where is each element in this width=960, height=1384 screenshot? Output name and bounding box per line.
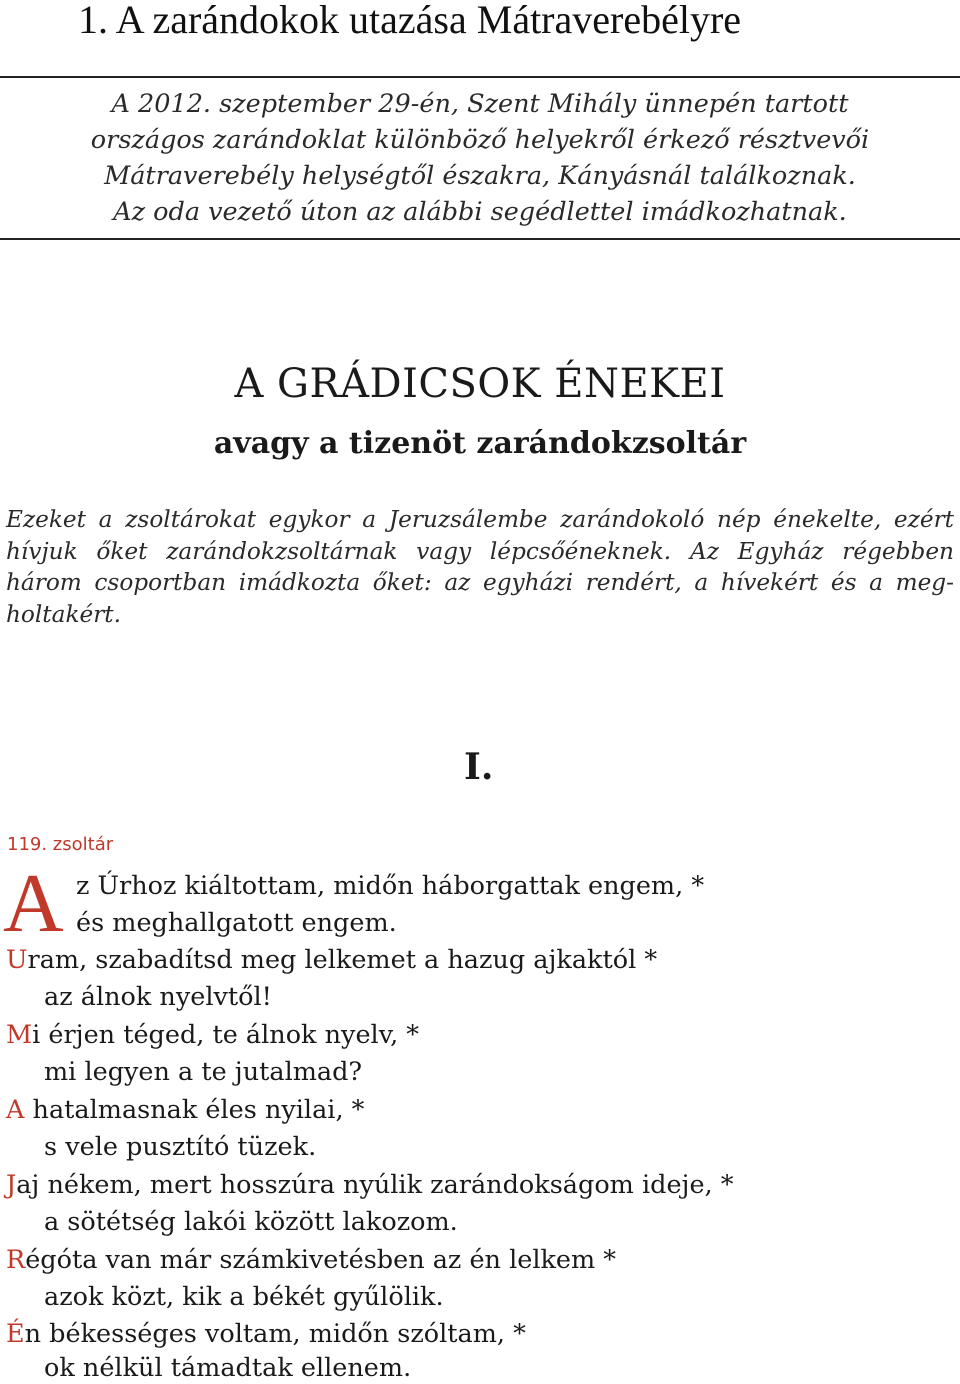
verse-initial: R [6,1245,26,1275]
psalm-label: 119. zsoltár [7,834,114,855]
verse-line [6,1094,364,1126]
verse-continuation: azok közt, kik a békét gyűlölik. [44,1282,444,1312]
intro-line: országos zarándoklat különböző helyekről érkező résztvevői [90,125,870,155]
verse-text: égóta van már számkivetésben az én lelkem * [25,1245,617,1275]
drop-cap: A [3,857,64,950]
verse-line [6,1244,616,1276]
verse-initial: É [6,1319,25,1349]
intro-line: A 2012. szeptember 29-én, Szent Mihály ünnepén tartott [111,89,849,119]
top-divider [0,76,960,78]
intro-text [0,86,960,230]
verse-continuation: ok nélkül támadtak ellenem. [44,1353,412,1383]
verse-line: z Úrhoz kiáltottam, midőn háborgattak engem, * [76,871,705,901]
section-subheading: avagy a tizenöt zarándokzsoltár [213,426,747,461]
verse-text: n békességes voltam, midőn szóltam, * [24,1319,526,1349]
section-heading: A GRÁDICSOK ÉNEKEI [234,361,726,407]
description-line: Ezeket a zsoltárokat egykor a Jeruzsálembe zarándokoló nép énekelte, ezért [6,506,954,533]
verse-line [6,1318,526,1350]
verse-continuation: mi legyen a te jutalmad? [44,1057,363,1087]
verse-initial: J [6,1170,17,1200]
description-line: három csoportban imádkozta őket: az egyházi rendért, a hívekért és a meg- [6,569,954,596]
verse-text: i érjen téged, te álnok nyelv, * [32,1020,420,1050]
section-number: I. [464,746,494,788]
verse-text: hatalmasnak éles nyilai, * [24,1095,365,1125]
description-line: hívjuk őket zarándokzsoltárnak vagy lépcsőéneknek. Az Egyház régebben [6,537,954,565]
verse-continuation: az álnok nyelvtől! [44,982,272,1012]
bottom-divider [0,238,960,240]
verse-text: ram, szabadítsd meg lelkemet a hazug ajkaktól * [27,945,658,975]
description-line: holtakért. [6,600,121,628]
verse-initial: A [6,1095,25,1125]
intro-line: Az oda vezető úton az alábbi segédlettel imádkozhatnak. [113,197,847,227]
verse-continuation: s vele pusztító tüzek. [44,1132,317,1162]
verse-line [6,944,657,976]
verse-continuation: a sötétség lakói között lakozom. [44,1207,458,1237]
verse-initial: M [6,1020,33,1050]
verse-initial: U [6,945,28,975]
verse-line [6,1019,419,1051]
verse-continuation: és meghallgatott engem. [76,908,397,938]
verse-line [6,1169,734,1201]
description-text [6,504,954,630]
verse-text: aj nékem, mert hosszúra nyúlik zarándokságom ideje, * [16,1170,734,1200]
chapter-title: 1. A zarándokok utazása Mátraverebélyre [78,0,742,42]
intro-line: Mátraverebély helységtől északra, Kányásnál találkoznak. [104,161,856,191]
